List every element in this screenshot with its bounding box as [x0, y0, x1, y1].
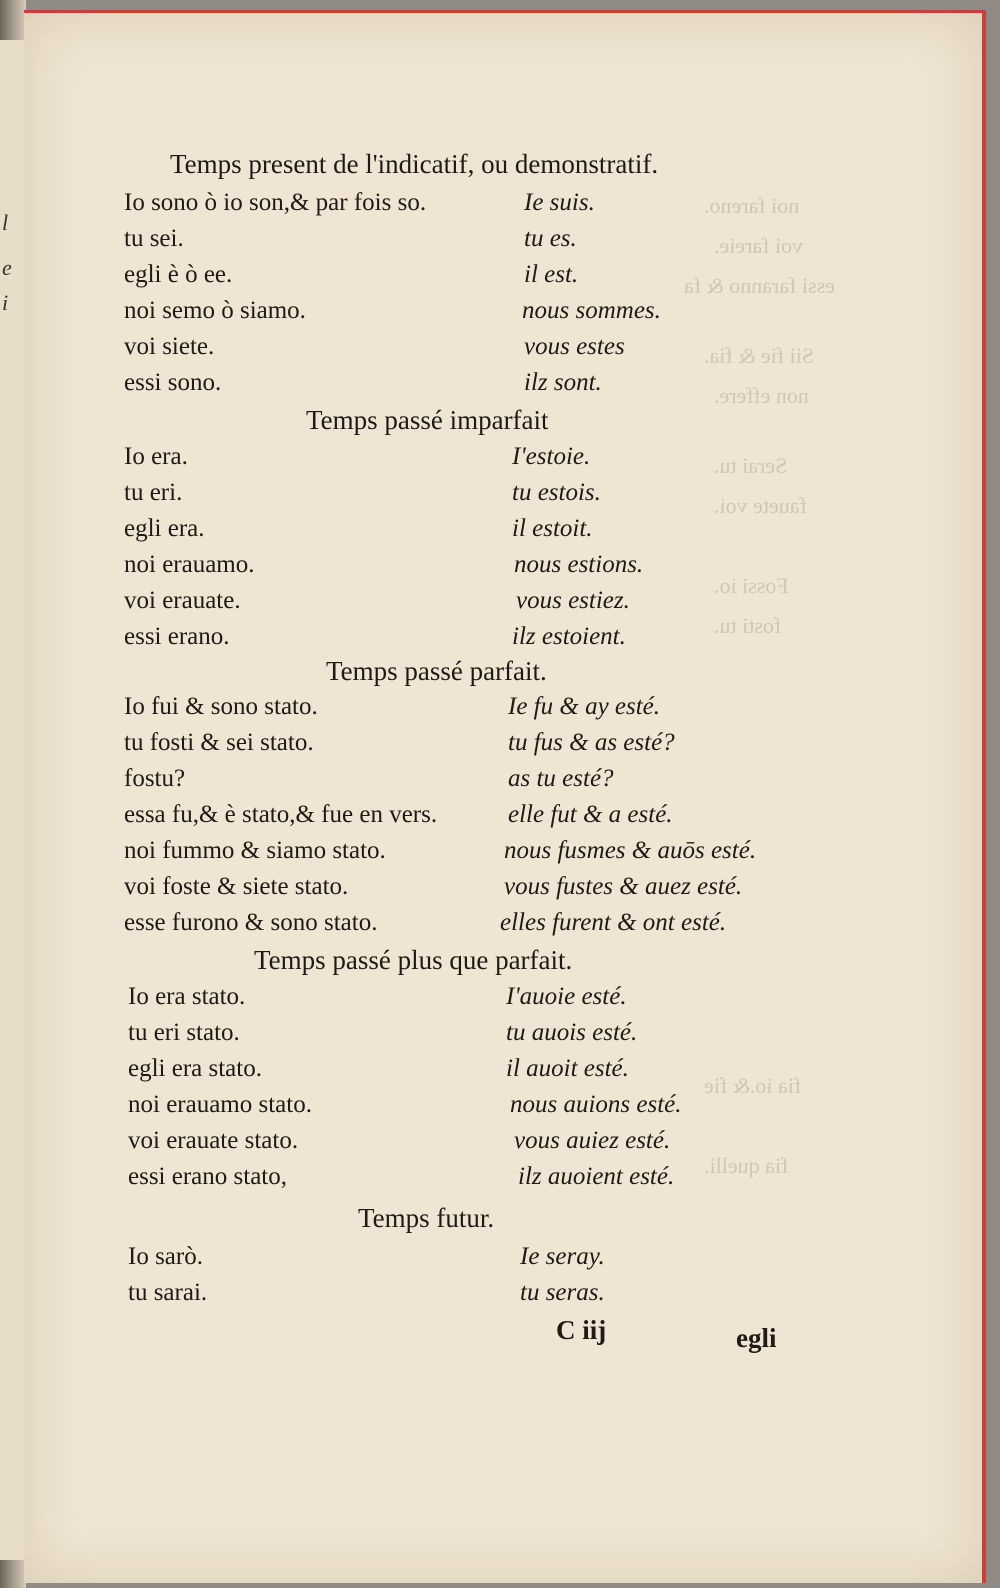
french-line: as tu esté?: [508, 765, 614, 792]
italian-line: essi erano stato,: [128, 1163, 287, 1190]
french-line: elle fut & a esté.: [508, 801, 673, 828]
french-line: I'auoie esté.: [506, 983, 627, 1010]
show-through: fia quelli.: [704, 1153, 789, 1178]
french-line: Ie fu & ay esté.: [508, 693, 661, 720]
italian-line: voi siete.: [124, 333, 215, 360]
left-page-edge: l e i: [0, 40, 25, 1560]
book-page: [24, 10, 986, 1583]
french-line: il estoit.: [512, 515, 593, 542]
italian-line: tu eri.: [124, 479, 183, 506]
italian-line: essi sono.: [124, 369, 222, 396]
french-line: elles furent & ont esté.: [500, 909, 727, 936]
italian-line: voi erauate stato.: [128, 1127, 299, 1154]
italian-line: esse furono & sono stato.: [124, 909, 378, 936]
italian-line: noi fummo & siamo stato.: [124, 837, 386, 864]
show-through: fauete voi.: [714, 493, 807, 518]
show-through: Fossi io.: [714, 573, 789, 598]
italian-line: Io sono ò io son,& par fois so.: [124, 189, 427, 216]
french-line: I'estoie.: [512, 443, 591, 470]
section-heading: Temps passé parfait.: [326, 656, 547, 686]
italian-line: voi erauate.: [124, 587, 241, 614]
italian-line: egli è ò ee.: [124, 261, 233, 288]
section-heading: Temps passé plus que parfait.: [254, 945, 573, 975]
section-heading: Temps passé imparfait: [306, 405, 549, 435]
french-line: vous auiez esté.: [514, 1127, 671, 1154]
show-through: fia io.& fie: [704, 1073, 802, 1098]
french-line: nous auions esté.: [510, 1091, 682, 1118]
italian-line: Io fui & sono stato.: [124, 693, 318, 720]
italian-line: voi foste & siete stato.: [124, 873, 349, 900]
italian-line: fostu?: [124, 765, 186, 792]
italian-line: Io sarò.: [128, 1243, 203, 1270]
french-line: Ie suis.: [524, 189, 595, 216]
italian-line: tu sei.: [124, 225, 184, 252]
french-line: tu fus & as esté?: [508, 729, 675, 756]
french-line: tu seras.: [520, 1279, 605, 1306]
french-line: vous fustes & auez esté.: [504, 873, 743, 900]
french-line: il auoit esté.: [506, 1055, 629, 1082]
french-line: vous estes: [524, 333, 625, 360]
french-line: ilz estoient.: [512, 623, 626, 650]
show-through: noi fareno.: [704, 193, 800, 218]
french-line: Ie seray.: [520, 1243, 605, 1270]
section-heading: Temps present de l'indicatif, ou demonstratif.: [170, 149, 659, 179]
show-through: fosti tu.: [714, 613, 782, 638]
french-line: tu estois.: [512, 479, 601, 506]
show-through: voi fareie.: [714, 233, 804, 258]
show-through: Sii fie & fia.: [704, 343, 814, 368]
italian-line: Io era.: [124, 443, 188, 470]
french-line: vous estiez.: [516, 587, 630, 614]
italian-line: egli era.: [124, 515, 205, 542]
italian-line: egli era stato.: [128, 1055, 262, 1082]
italian-line: tu sarai.: [128, 1279, 208, 1306]
french-line: ilz auoient esté.: [518, 1163, 675, 1190]
italian-line: noi semo ò siamo.: [124, 297, 306, 324]
show-through: essi faranno & fa: [684, 273, 835, 298]
italian-line: essa fu,& è stato,& fue en vers.: [124, 801, 438, 828]
section-heading: Temps futur.: [358, 1203, 495, 1233]
italian-line: tu fosti & sei stato.: [124, 729, 314, 756]
french-line: nous estions.: [514, 551, 644, 578]
french-line: ilz sont.: [524, 369, 602, 396]
french-line: tu es.: [524, 225, 577, 252]
french-line: nous sommes.: [522, 297, 661, 324]
italian-line: Io era stato.: [128, 983, 246, 1010]
italian-line: noi erauamo.: [124, 551, 255, 578]
french-line: il est.: [524, 261, 579, 288]
show-through: Serai tu.: [714, 453, 788, 478]
show-through: non effere.: [714, 383, 809, 408]
catchword: egli: [736, 1323, 777, 1353]
italian-line: tu eri stato.: [128, 1019, 240, 1046]
french-line: tu auois esté.: [506, 1019, 638, 1046]
italian-line: essi erano.: [124, 623, 230, 650]
french-line: nous fusmes & auōs esté.: [504, 837, 757, 864]
signature-mark: C iij: [556, 1315, 607, 1345]
italian-line: noi erauamo stato.: [128, 1091, 312, 1118]
